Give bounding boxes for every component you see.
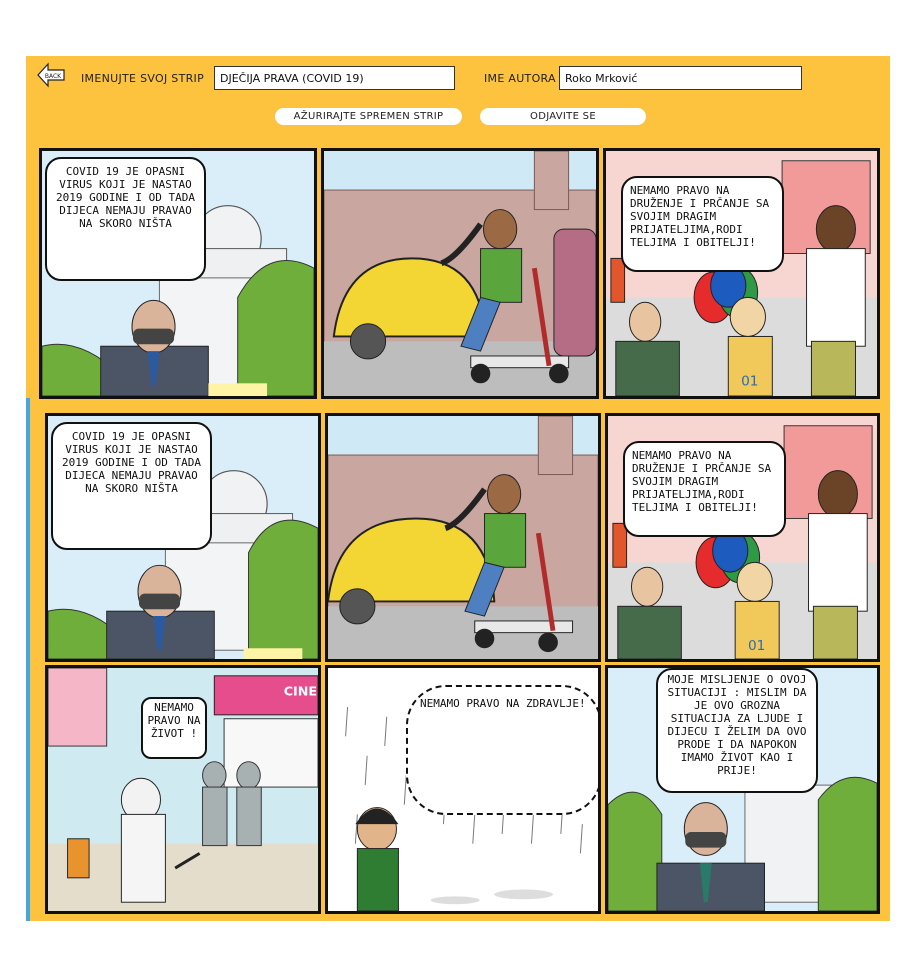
girl-scooter-scene (324, 151, 596, 396)
speech-bubble: NEMAMO PRAVO NA ŽIVOT ! (141, 697, 207, 759)
accent-edge (26, 398, 30, 921)
speech-bubble: COVID 19 JE OPASNI VIRUS KOJI JE NASTAO 2019 GODINE I OD TADA DIJECA NEMAJU PRAVAO NA SKORO NIŠTA (45, 157, 206, 281)
speech-bubble: NEMAMO PRAVO NA DRUŽENJE I PRČANJE SA SVOJIM DRAGIM PRIJATELJIMA,RODI TELJIMA I OBITELJI! (623, 441, 786, 537)
comic-panel-2[interactable] (321, 148, 599, 399)
speech-bubble: COVID 19 JE OPASNI VIRUS KOJI JE NASTAO 2019 GODINE I OD TADA DIJECA NEMAJU PRAVAO NA SKORO NIŠTA (51, 422, 212, 550)
comic-panel-3[interactable] (603, 148, 880, 399)
comic-panel-7[interactable] (45, 665, 321, 914)
thought-bubble: NEMAMO PRAVO NA ZDRAVLJE! (406, 685, 601, 815)
comic-panel-8[interactable] (325, 665, 601, 914)
author-label: IME AUTORA (484, 72, 556, 85)
title-label: IMENUJTE SVOJ STRIP (81, 72, 205, 85)
jersey-number: 01 (741, 373, 759, 390)
comic-panel-9[interactable] (605, 665, 880, 914)
comic-panel-1[interactable] (39, 148, 317, 399)
back-label: BACK (44, 73, 62, 80)
jersey-number: 01 (747, 638, 766, 655)
back-button[interactable] (36, 62, 66, 88)
speech-bubble: MOJE MISLJENJE O OVOJ SITUACIJI : MISLIM DA JE OVO GROZNA SITUACIJA ZA LJUDE I DIJECU I ŽELIM DA OVO PRODE I DA NAPOKON IMAMO ŽIVOT KAO I PRIJE! (656, 668, 818, 793)
update-comic-button[interactable]: AŽURIRAJTE SPREMEN STRIP (275, 108, 462, 125)
logout-button[interactable]: ODJAVITE SE (480, 108, 646, 125)
comic-panel-4[interactable] (45, 413, 321, 662)
girl-scooter-scene (328, 416, 598, 659)
speech-bubble: NEMAMO PRAVO NA DRUŽENJE I PRČANJE SA SVOJIM DRAGIM PRIJATELJIMA,RODI TELJIMA I OBITELJI! (621, 176, 784, 272)
author-name-input[interactable] (559, 66, 802, 90)
comic-panel-6[interactable] (605, 413, 880, 662)
comic-title-input[interactable] (214, 66, 455, 90)
cinema-sign: CINE (283, 683, 318, 699)
comic-panel-5[interactable] (325, 413, 601, 662)
back-arrow-icon (36, 62, 66, 88)
